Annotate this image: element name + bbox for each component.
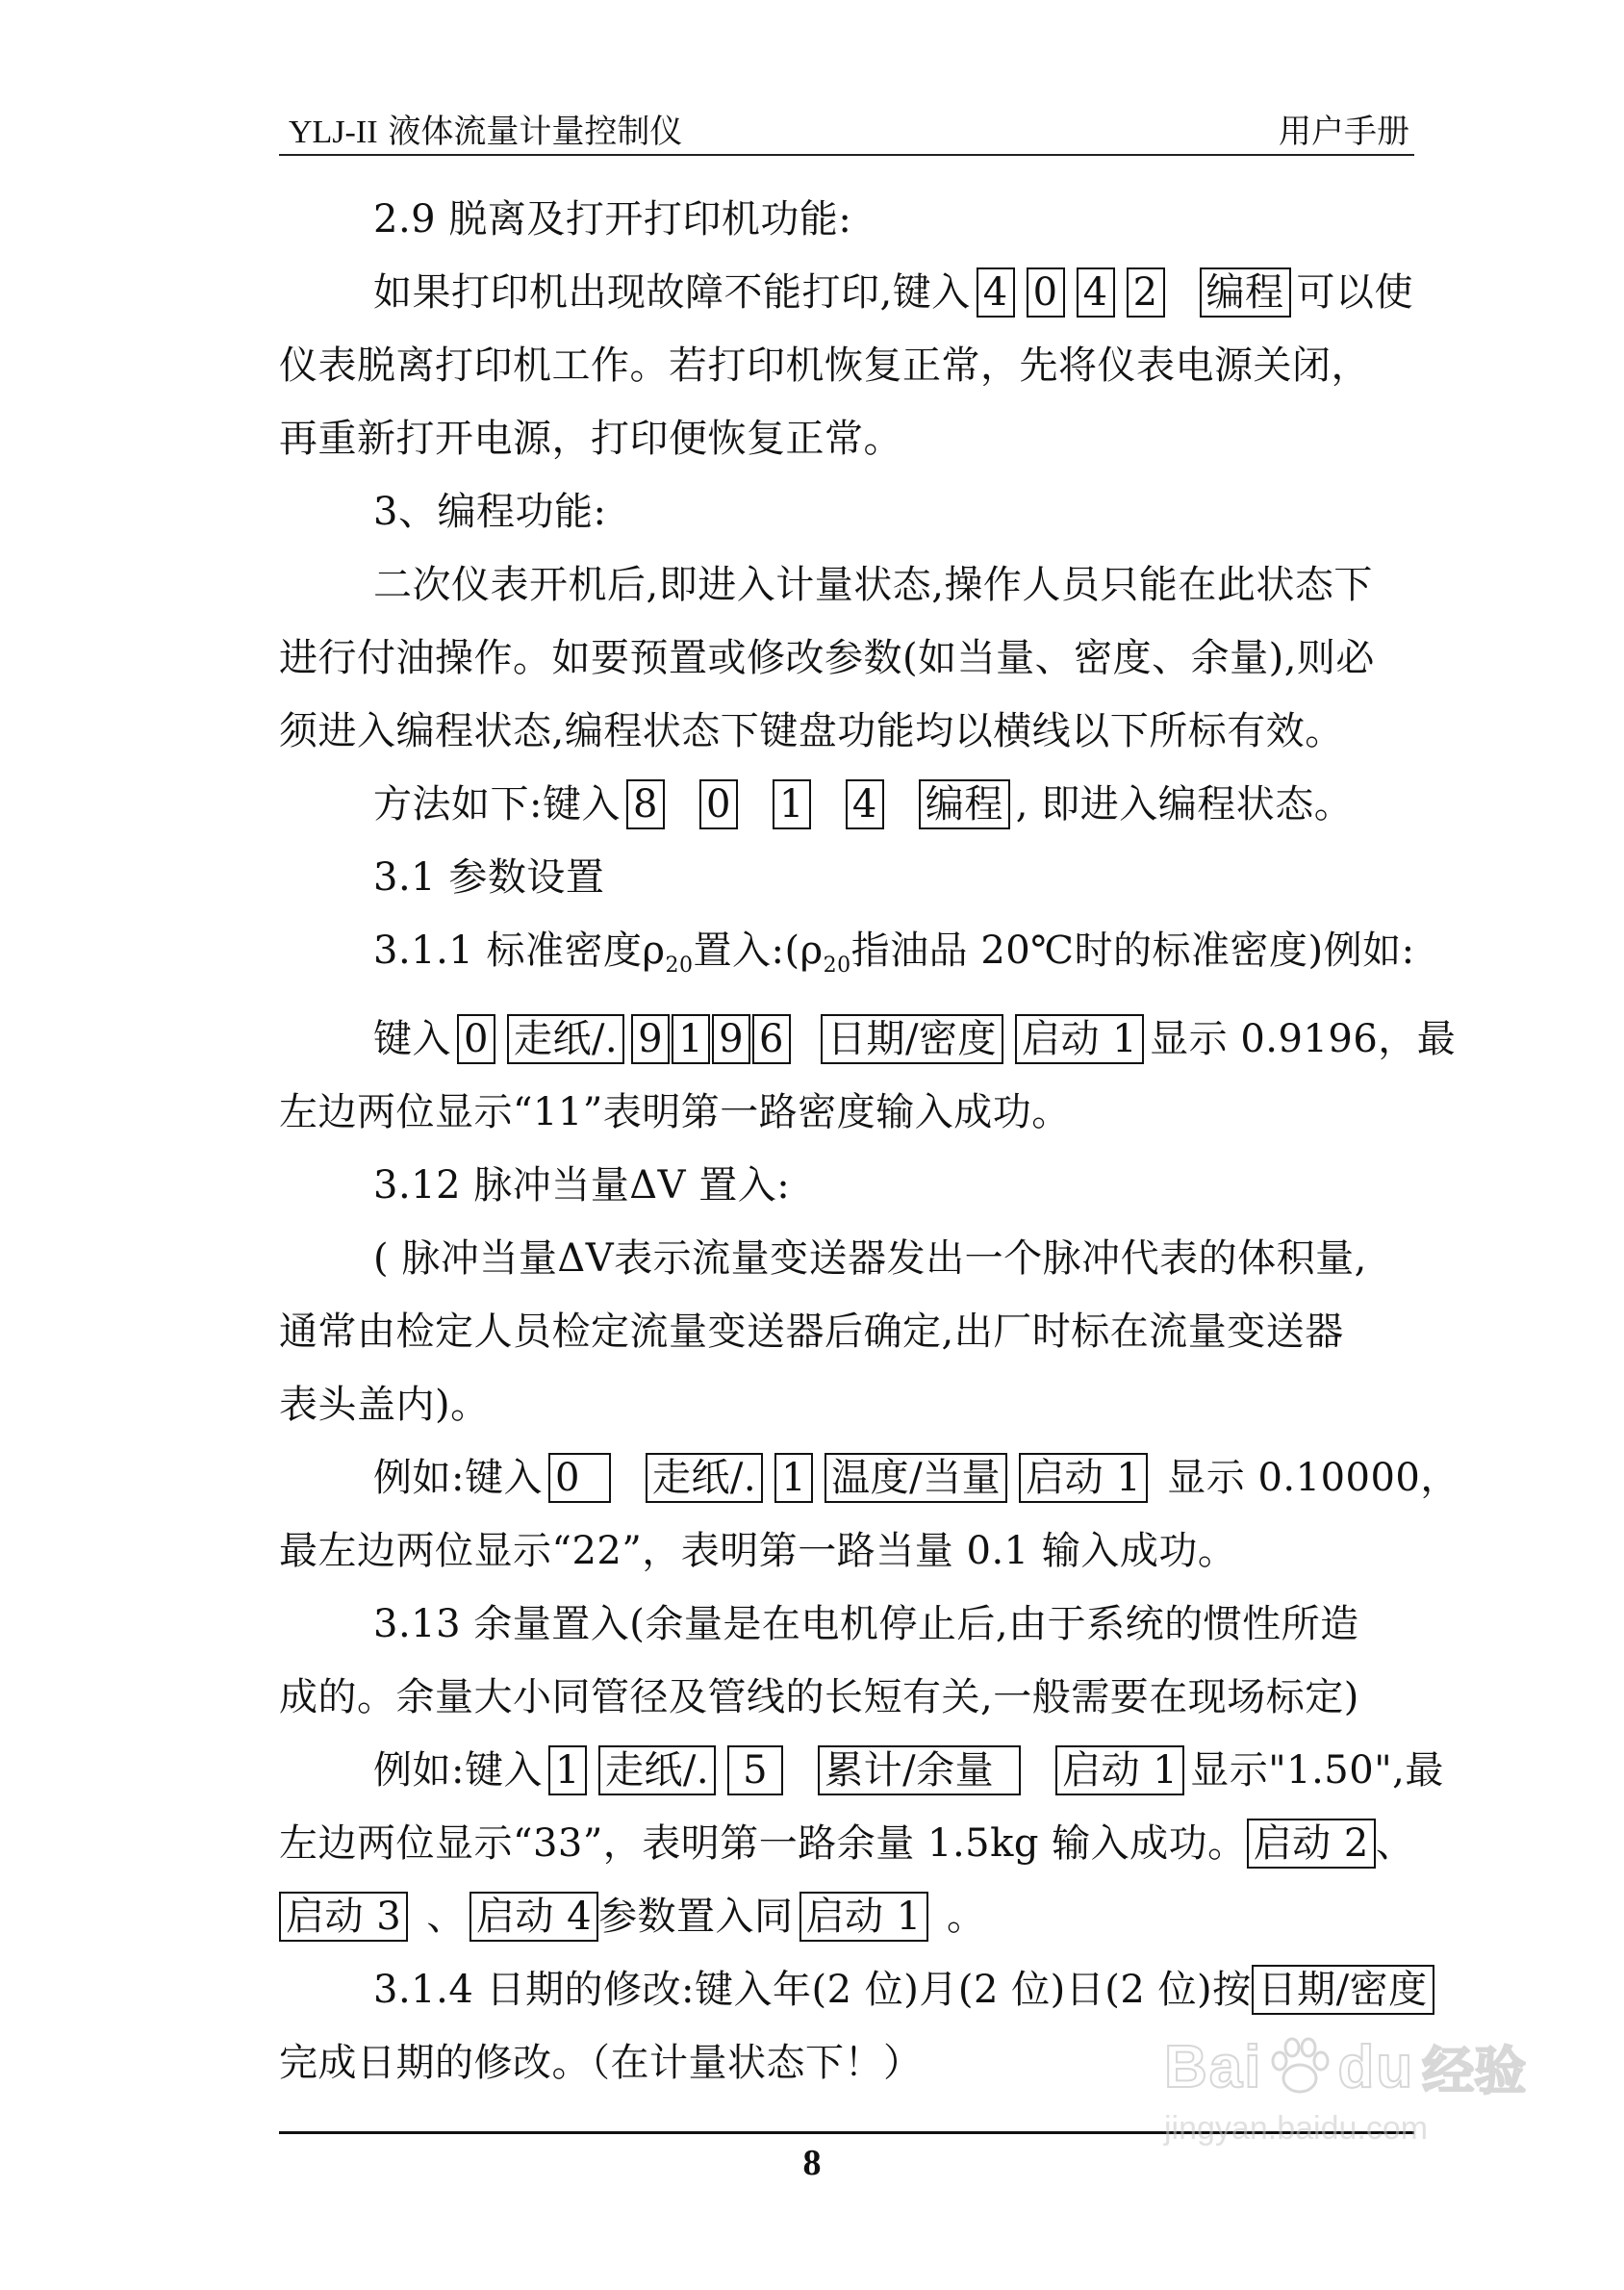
section-3-1-4-title: [279, 1953, 1428, 2026]
key-box: 日期/密度: [821, 1014, 1003, 1064]
key-box: 0: [1027, 267, 1065, 318]
paragraph-line: 通常由检定人员检定流量变送器后确定,出厂时标在流量变送器: [279, 1310, 1344, 1354]
key-box: 走纸/.: [598, 1745, 716, 1795]
paragraph-line: 成的。余量大小同管径及管线的长短有关,一般需要在现场标定): [279, 1675, 1359, 1719]
watermark-brand-2: du: [1337, 2034, 1415, 2100]
watermark-suffix: 经验: [1422, 2041, 1527, 2101]
text: 如果打印机出现故障不能打印,键入: [373, 270, 971, 315]
text: 显示 0.10000，: [1167, 1456, 1459, 1500]
text: 。: [933, 1895, 986, 1939]
paragraph-line: [279, 1880, 1424, 1953]
key-box: 0: [699, 779, 738, 829]
section-3-13-example: [279, 1734, 1444, 1807]
page-body: [279, 183, 1459, 2099]
key-box: 6: [752, 1014, 791, 1064]
header-rule: [279, 154, 1414, 156]
page-number: 8: [802, 2143, 822, 2183]
key-box-program: 编程: [1200, 267, 1291, 318]
key-box-program: 编程: [919, 779, 1010, 829]
key-box: 1: [672, 1014, 710, 1064]
key-box: 0: [457, 1014, 495, 1064]
baidu-jingyan-watermark: [1164, 2030, 1578, 2232]
text: 显示 0.9196，最: [1150, 1017, 1457, 1061]
key-box: 4: [977, 267, 1015, 318]
header-product: 液体流量计量控制仪: [388, 113, 683, 151]
text: 方法如下:键入: [373, 782, 621, 827]
section-3-13-title: 3.13 余量置入(余量是在电机停止后,由于系统的惯性所造: [373, 1602, 1359, 1646]
key-box: 8: [626, 779, 665, 829]
key-box: 走纸/.: [507, 1014, 624, 1064]
text: 例如:键入: [373, 1456, 543, 1500]
section-2-9-title: 2.9 脱离及打开打印机功能:: [373, 197, 852, 242]
paragraph-line: ( 脉冲当量ΔV表示流量变送器发出一个脉冲代表的体积量,: [373, 1236, 1367, 1281]
text: , 即进入编程状态。: [1015, 782, 1354, 827]
key-box: 启动 1: [1015, 1014, 1144, 1064]
section-3-1-1-example: [279, 1003, 1457, 1076]
subscript: 20: [665, 954, 694, 978]
key-box: 9: [631, 1014, 670, 1064]
key-box: 4: [846, 779, 884, 829]
key-box: 启动 2: [1247, 1819, 1376, 1869]
key-box: 日期/密度: [1252, 1965, 1434, 2015]
key-box: 4: [1077, 267, 1115, 318]
section-2-9-line: [279, 256, 1424, 329]
text: 置入:(ρ: [693, 929, 824, 973]
text: 3.1.1 标准密度ρ: [373, 929, 666, 973]
text: 左边两位显示“33”，表明第一路余量 1.5kg 输入成功。: [279, 1821, 1247, 1866]
section-3-title: 3、编程功能:: [373, 490, 607, 534]
paragraph-line: 左边两位显示“11”表明第一路密度输入成功。: [279, 1090, 1071, 1134]
text: 参数置入同: [598, 1895, 794, 1939]
key-box: 2: [1127, 267, 1165, 318]
paw-icon: [1266, 2034, 1333, 2101]
key-box: 9: [712, 1014, 750, 1064]
key-box: 温度/当量: [825, 1453, 1007, 1503]
paragraph-line: 完成日期的修改。（在计量状态下！）: [279, 2041, 923, 2085]
text: 可以使: [1296, 270, 1414, 315]
watermark-brand: Bai: [1164, 2034, 1263, 2100]
key-box: 启动 1: [799, 1892, 928, 1942]
paragraph-line: 表头盖内)。: [279, 1383, 490, 1427]
subscript: 20: [823, 954, 851, 978]
key-box: 走纸/.: [646, 1453, 763, 1503]
running-header: [289, 108, 1409, 157]
key-box: 累计/余量: [818, 1745, 1021, 1795]
paragraph-line: 二次仪表开机后,即进入计量状态,操作人员只能在此状态下: [373, 563, 1373, 607]
header-model: YLJ-II: [289, 114, 378, 150]
text: 例如:键入: [373, 1748, 543, 1793]
text: 指油品 20℃时的标准密度)例如:: [850, 929, 1415, 973]
header-manual: 用户手册: [1279, 113, 1409, 151]
header-title: [289, 108, 682, 157]
key-box: 启动 4: [469, 1892, 598, 1942]
text: 、: [1375, 1821, 1415, 1866]
key-box: 1: [773, 779, 811, 829]
section-3-12-example: [279, 1441, 1459, 1514]
key-box: 1: [548, 1745, 587, 1795]
paragraph-line: 再重新打开电源，打印便恢复正常。: [279, 417, 902, 461]
key-box: 启动 1: [1019, 1453, 1148, 1503]
key-box: 启动 3: [279, 1892, 408, 1942]
section-3-method-line: [279, 768, 1424, 841]
section-3-1-1-title: [279, 914, 1424, 1003]
key-box: 1: [774, 1453, 813, 1503]
watermark-url: jingyan.baidu.com: [1164, 2110, 1429, 2147]
text: 3.1.4 日期的修改:键入年(2 位)月(2 位)日(2 位)按: [373, 1968, 1252, 2012]
key-box: 0: [548, 1453, 611, 1503]
paragraph-line: 须进入编程状态,编程状态下键盘功能均以横线以下所标有效。: [279, 709, 1344, 753]
paragraph-line: [279, 1807, 1424, 1880]
key-box: 5: [727, 1745, 783, 1795]
paragraph-line: 进行付油操作。如要预置或修改参数(如当量、密度、余量),则必: [279, 636, 1375, 680]
section-3-12-title: 3.12 脉冲当量ΔV 置入:: [373, 1163, 791, 1208]
text: 键入: [373, 1017, 451, 1061]
text: 、: [414, 1895, 466, 1939]
paragraph-line: 仪表脱离打印机工作。若打印机恢复正常，先将仪表电源关闭，: [279, 344, 1370, 388]
section-3-1-title: 3.1 参数设置: [373, 855, 605, 900]
text: 显示"1.50",最: [1190, 1748, 1444, 1793]
watermark-logo-row: [1164, 2030, 1578, 2104]
paragraph-line: 最左边两位显示“22”，表明第一路当量 0.1 输入成功。: [279, 1529, 1237, 1573]
key-box: 启动 1: [1055, 1745, 1184, 1795]
